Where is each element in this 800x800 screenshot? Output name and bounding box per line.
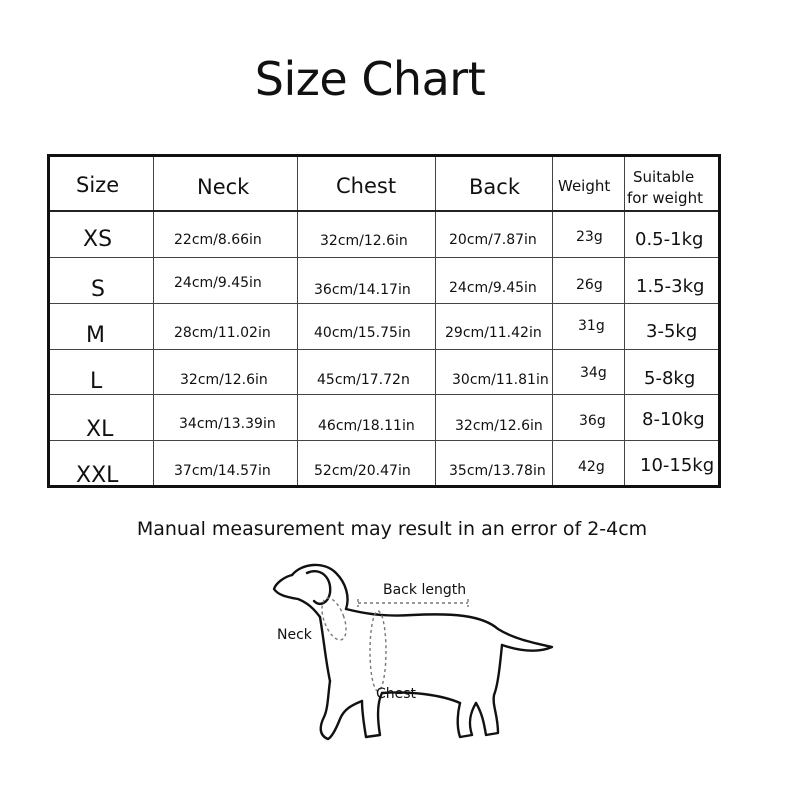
header-suitable-line2: for weight xyxy=(627,189,703,207)
cell-back: 30cm/11.81in xyxy=(452,372,549,388)
row-divider xyxy=(50,349,718,350)
cell-size: L xyxy=(90,369,103,394)
cell-chest: 45cm/17.72n xyxy=(317,372,410,388)
column-divider xyxy=(297,157,298,485)
cell-size: M xyxy=(86,323,105,348)
cell-back: 29cm/11.42in xyxy=(445,325,542,341)
cell-suitable: 3-5kg xyxy=(646,321,698,342)
cell-chest: 40cm/15.75in xyxy=(314,325,411,341)
cell-weight: 42g xyxy=(578,459,605,475)
column-divider xyxy=(435,157,436,485)
cell-suitable: 8-10kg xyxy=(642,409,705,430)
cell-neck: 22cm/8.66in xyxy=(174,232,262,248)
cell-weight: 26g xyxy=(576,277,603,293)
back-length-label: Back length xyxy=(383,582,467,598)
measurement-note: Manual measurement may result in an error of 2-4cm xyxy=(136,518,648,540)
header-suitable-line1: Suitable xyxy=(633,168,695,186)
row-divider xyxy=(50,303,718,304)
header-chest: Chest xyxy=(336,174,397,198)
row-divider xyxy=(50,257,718,258)
cell-chest: 32cm/12.6in xyxy=(320,233,408,249)
header-neck: Neck xyxy=(197,175,250,199)
header-weight: Weight xyxy=(558,177,611,195)
cell-suitable: 0.5-1kg xyxy=(635,229,704,250)
cell-neck: 24cm/9.45in xyxy=(174,275,262,291)
cell-back: 32cm/12.6in xyxy=(455,418,543,434)
cell-weight: 31g xyxy=(578,318,605,334)
cell-neck: 32cm/12.6in xyxy=(180,372,268,388)
cell-neck: 34cm/13.39in xyxy=(179,416,276,432)
cell-neck: 37cm/14.57in xyxy=(174,463,271,479)
size-table xyxy=(47,154,721,488)
column-divider xyxy=(552,157,553,485)
chest-label: Chest xyxy=(376,686,417,702)
header-back: Back xyxy=(469,175,520,199)
row-divider xyxy=(50,440,718,441)
cell-chest: 36cm/14.17in xyxy=(314,282,411,298)
cell-suitable: 5-8kg xyxy=(644,368,696,389)
cell-size: XS xyxy=(83,227,113,252)
cell-weight: 36g xyxy=(579,413,606,429)
cell-back: 35cm/13.78in xyxy=(449,463,546,479)
cell-suitable: 1.5-3kg xyxy=(636,276,705,297)
cell-chest: 52cm/20.47in xyxy=(314,463,411,479)
cell-back: 24cm/9.45in xyxy=(449,280,537,296)
column-divider xyxy=(153,157,154,485)
cell-neck: 28cm/11.02in xyxy=(174,325,271,341)
row-divider xyxy=(50,394,718,395)
column-divider xyxy=(624,157,625,485)
dog-measurement-diagram xyxy=(262,555,562,755)
header-size: Size xyxy=(76,173,120,197)
cell-size: S xyxy=(91,277,105,302)
cell-weight: 34g xyxy=(580,365,607,381)
row-divider xyxy=(50,210,718,212)
neck-label: Neck xyxy=(277,627,312,643)
cell-size: XL xyxy=(86,417,114,442)
cell-weight: 23g xyxy=(576,229,603,245)
cell-size: XXL xyxy=(76,463,119,488)
page-title: Size Chart xyxy=(254,52,486,106)
cell-chest: 46cm/18.11in xyxy=(318,418,415,434)
cell-suitable: 10-15kg xyxy=(640,455,715,476)
cell-back: 20cm/7.87in xyxy=(449,232,537,248)
